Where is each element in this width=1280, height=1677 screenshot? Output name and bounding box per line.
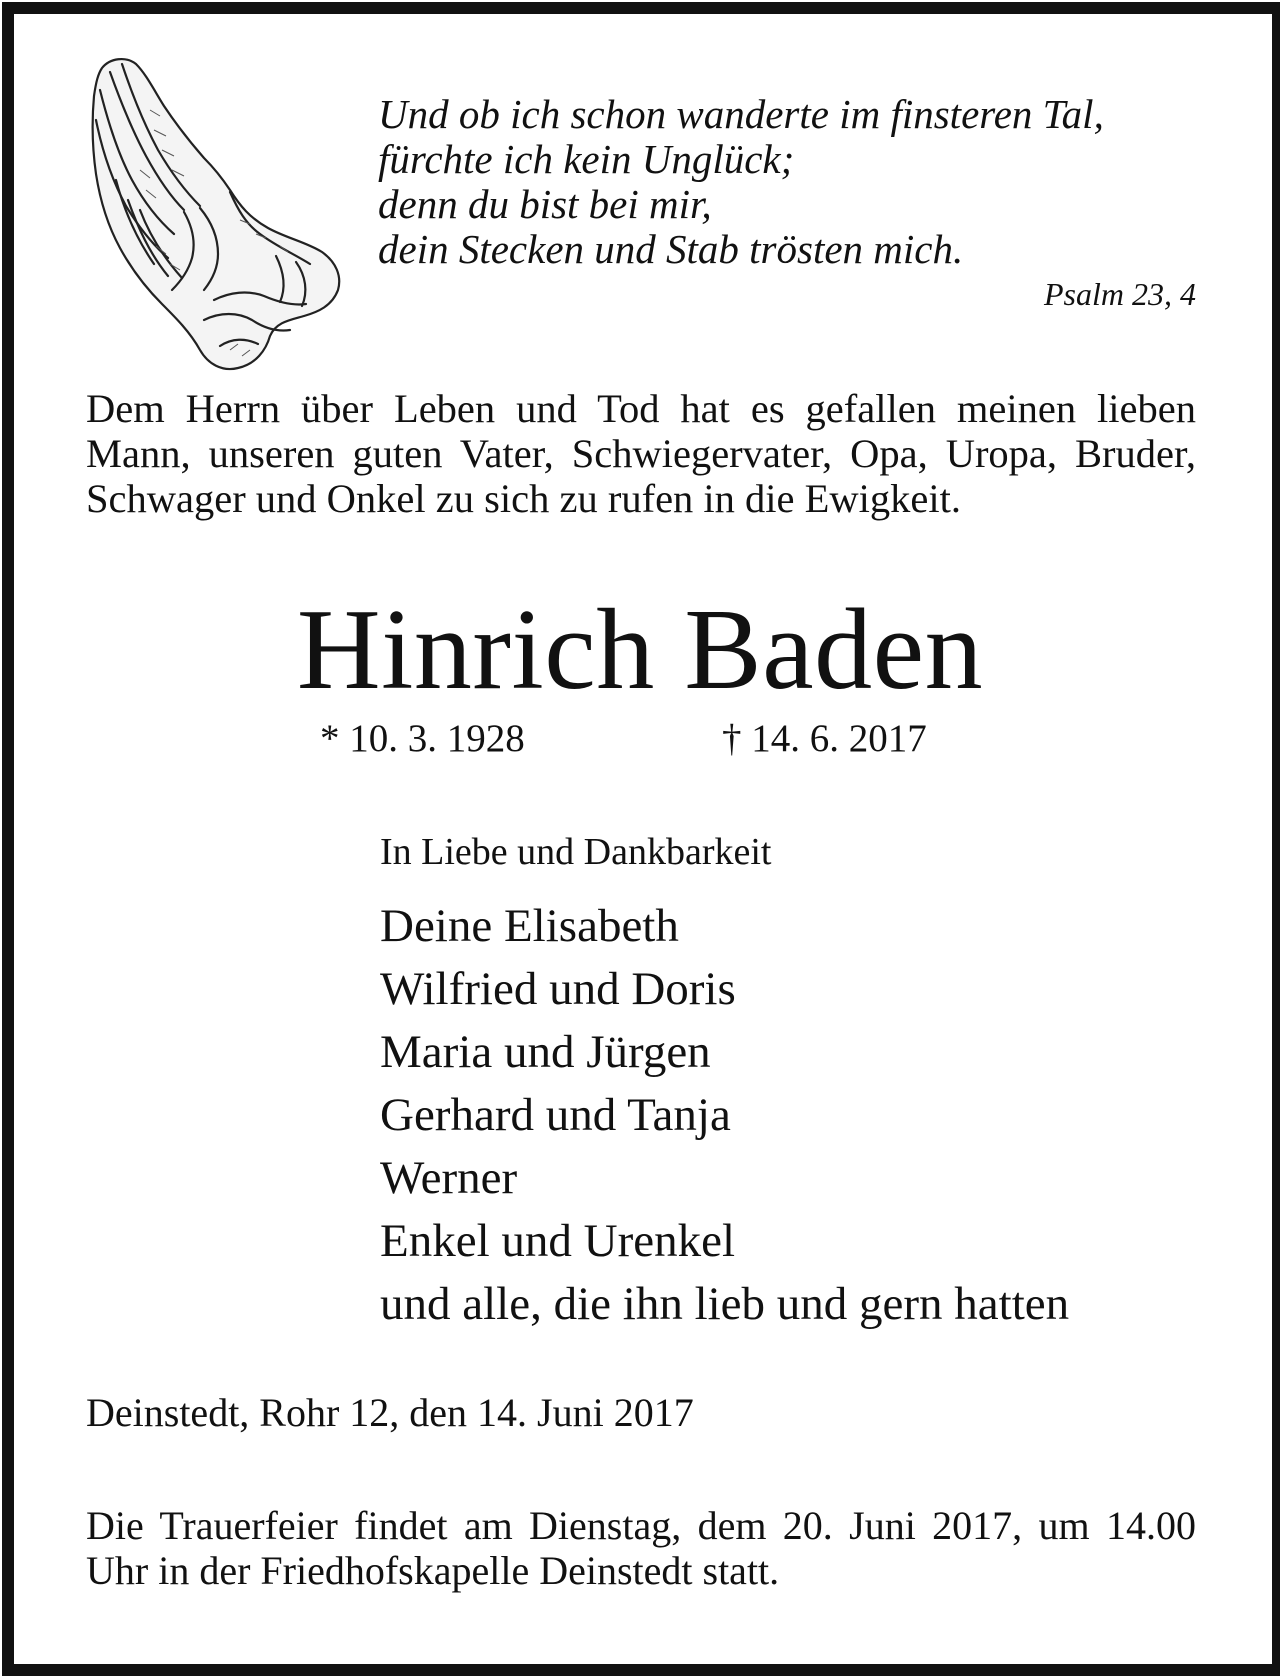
mourner-name: Enkel und Urenkel [380, 1215, 736, 1267]
mourner-name: Wilfried und Doris [380, 963, 736, 1015]
praying-hands-icon [80, 50, 360, 380]
mourner-name: Deine Elisabeth [380, 900, 679, 952]
psalm-verse [378, 92, 1198, 272]
verse-line: dein Stecken und Stab trösten mich. [378, 226, 964, 272]
mourner-name: Gerhard und Tanja [380, 1089, 731, 1141]
verse-line: denn du bist bei mir, [378, 181, 712, 227]
verse-reference: Psalm 23, 4 [1044, 276, 1196, 312]
funeral-notice: Die Trauerfeier findet am Dienstag, dem 20. Juni 2017, um 14.00 Uhr in der Friedhofskapelle Deinstedt statt. [86, 1503, 1196, 1593]
mourner-name: Werner [380, 1152, 518, 1204]
mourner-name: und alle, die ihn lieb und gern hatten [380, 1278, 1070, 1330]
birth-date: * 10. 3. 1928 [320, 717, 525, 760]
place-and-date: Deinstedt, Rohr 12, den 14. Juni 2017 [86, 1390, 694, 1435]
intro-paragraph: Dem Herrn über Leben und Tod hat es gefallen meinen lieben Mann, unseren guten Vater, Schwiegervater, Opa, Uropa, Bruder, Schwager und Onkel zu sich zu rufen in die Ewigkeit. [86, 386, 1196, 521]
dedication-line: In Liebe und Dankbarkeit [380, 831, 772, 873]
mourners-list [380, 895, 1069, 1336]
verse-line: fürchte ich kein Unglück; [378, 136, 795, 182]
verse-line: Und ob ich schon wanderte im finsteren Tal, [378, 91, 1104, 137]
deceased-name: Hinrich Baden [296, 586, 984, 714]
mourner-name: Maria und Jürgen [380, 1026, 711, 1078]
death-date: † 14. 6. 2017 [722, 717, 927, 760]
